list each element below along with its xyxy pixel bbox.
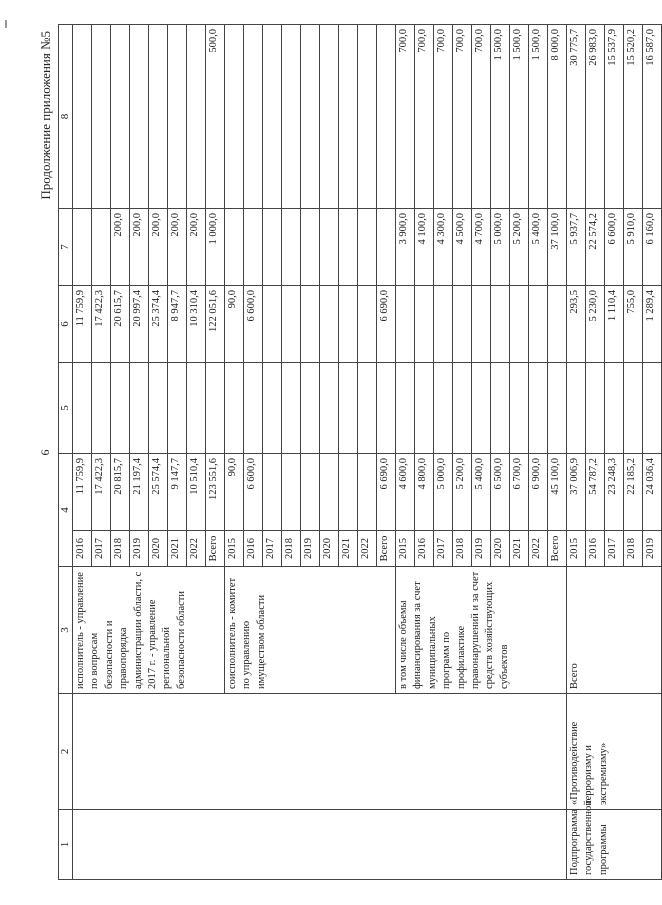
col8-cell: 26 983,0 bbox=[586, 25, 605, 209]
year-cell: 2018 bbox=[624, 531, 643, 567]
year-cell: 2022 bbox=[529, 531, 548, 567]
year-cell: 2017 bbox=[92, 531, 111, 567]
col6-cell bbox=[263, 286, 282, 363]
scan-artifact bbox=[5, 20, 7, 28]
total-cell bbox=[320, 454, 339, 531]
continuation-title: Продолжение приложения №5 bbox=[38, 31, 53, 200]
col5-cell bbox=[244, 363, 263, 454]
year-cell: 2016 bbox=[415, 531, 434, 567]
col5-cell bbox=[206, 363, 225, 454]
col6-cell bbox=[491, 286, 510, 363]
col5-cell bbox=[225, 363, 244, 454]
col6-cell bbox=[510, 286, 529, 363]
block-label: Всего bbox=[567, 567, 662, 694]
total-cell bbox=[301, 454, 320, 531]
col7-cell: 5 400,0 bbox=[529, 209, 548, 286]
total-cell: 5 000,0 bbox=[434, 454, 453, 531]
total-cell: 5 200,0 bbox=[453, 454, 472, 531]
col6-cell: 20 997,4 bbox=[130, 286, 149, 363]
col7-cell: 6 160,0 bbox=[643, 209, 662, 286]
col8-cell: 700,0 bbox=[415, 25, 434, 209]
col7-cell: 4 300,0 bbox=[434, 209, 453, 286]
col5-cell bbox=[548, 363, 567, 454]
total-cell: 17 422,3 bbox=[92, 454, 111, 531]
col6-cell: 90,0 bbox=[225, 286, 244, 363]
total-cell: 6 900,0 bbox=[529, 454, 548, 531]
col7-cell bbox=[358, 209, 377, 286]
total-cell: 5 400,0 bbox=[472, 454, 491, 531]
year-cell: 2016 bbox=[244, 531, 263, 567]
total-cell: 6 500,0 bbox=[491, 454, 510, 531]
col6-cell bbox=[339, 286, 358, 363]
col8-cell bbox=[111, 25, 130, 209]
col7-cell: 4 100,0 bbox=[415, 209, 434, 286]
col7-cell bbox=[320, 209, 339, 286]
total-cell bbox=[263, 454, 282, 531]
total-cell: 9 147,7 bbox=[168, 454, 187, 531]
col8-cell bbox=[187, 25, 206, 209]
col7-cell: 200,0 bbox=[149, 209, 168, 286]
column-number: 6 bbox=[59, 286, 73, 363]
col8-cell bbox=[358, 25, 377, 209]
col6-cell bbox=[548, 286, 567, 363]
col5-cell bbox=[453, 363, 472, 454]
col7-cell bbox=[339, 209, 358, 286]
col5-cell bbox=[263, 363, 282, 454]
year-cell: Всего bbox=[548, 531, 567, 567]
col8-cell: 700,0 bbox=[472, 25, 491, 209]
year-cell: 2016 bbox=[73, 531, 92, 567]
total-cell: 6 700,0 bbox=[510, 454, 529, 531]
col8-cell: 1 500,0 bbox=[491, 25, 510, 209]
col6-cell: 11 759,9 bbox=[73, 286, 92, 363]
total-cell: 6 600,0 bbox=[244, 454, 263, 531]
year-cell: Всего bbox=[206, 531, 225, 567]
year-cell: 2021 bbox=[510, 531, 529, 567]
col8-cell bbox=[377, 25, 396, 209]
col6-cell: 6 600,0 bbox=[244, 286, 263, 363]
col7-cell bbox=[282, 209, 301, 286]
block-label: в том числе объемы финансирования за счет муниципальных программ по профилактике правонарушений и за счет средств хозяйствующих субъектов bbox=[396, 567, 567, 694]
col5-cell bbox=[624, 363, 643, 454]
col6-cell: 122 051,6 bbox=[206, 286, 225, 363]
col7-cell: 5 937,7 bbox=[567, 209, 586, 286]
col5-cell bbox=[168, 363, 187, 454]
col7-cell: 37 100,0 bbox=[548, 209, 567, 286]
col7-cell: 22 574,2 bbox=[586, 209, 605, 286]
col5-cell bbox=[358, 363, 377, 454]
col5-cell bbox=[187, 363, 206, 454]
col6-cell bbox=[301, 286, 320, 363]
column-number-row bbox=[59, 25, 73, 880]
year-cell: 2017 bbox=[434, 531, 453, 567]
col8-cell bbox=[130, 25, 149, 209]
total-cell: 21 197,4 bbox=[130, 454, 149, 531]
total-cell bbox=[358, 454, 377, 531]
col7-cell: 200,0 bbox=[168, 209, 187, 286]
col8-cell bbox=[263, 25, 282, 209]
col6-cell bbox=[529, 286, 548, 363]
col5-cell bbox=[567, 363, 586, 454]
col5-cell bbox=[529, 363, 548, 454]
year-cell: 2021 bbox=[339, 531, 358, 567]
year-cell: 2015 bbox=[567, 531, 586, 567]
total-cell: 4 800,0 bbox=[415, 454, 434, 531]
year-cell: 2015 bbox=[396, 531, 415, 567]
col6-cell: 1 289,4 bbox=[643, 286, 662, 363]
col1-cell bbox=[73, 810, 567, 880]
total-cell bbox=[282, 454, 301, 531]
year-cell: 2017 bbox=[263, 531, 282, 567]
block-label: соисполнитель - комитет по управлению имуществом области bbox=[225, 567, 396, 694]
col5-cell bbox=[73, 363, 92, 454]
col6-cell: 25 374,4 bbox=[149, 286, 168, 363]
col6-cell bbox=[282, 286, 301, 363]
column-number: 4 bbox=[59, 454, 73, 567]
column-number: 7 bbox=[59, 209, 73, 286]
col7-cell: 200,0 bbox=[111, 209, 130, 286]
year-cell: 2019 bbox=[130, 531, 149, 567]
subprogram-type: Подпрограмма государственной программы bbox=[567, 810, 662, 880]
col8-cell bbox=[320, 25, 339, 209]
col6-cell bbox=[434, 286, 453, 363]
col6-cell bbox=[320, 286, 339, 363]
col8-cell bbox=[301, 25, 320, 209]
col8-cell: 500,0 bbox=[206, 25, 225, 209]
col7-cell bbox=[92, 209, 111, 286]
col7-cell bbox=[244, 209, 263, 286]
table-row bbox=[567, 25, 586, 880]
total-cell: 54 787,2 bbox=[586, 454, 605, 531]
col8-cell: 1 500,0 bbox=[510, 25, 529, 209]
budget-table bbox=[58, 24, 662, 880]
column-number: 5 bbox=[59, 363, 73, 454]
col7-cell: 200,0 bbox=[187, 209, 206, 286]
col5-cell bbox=[111, 363, 130, 454]
col5-cell bbox=[320, 363, 339, 454]
block-label: исполнитель - управление по вопросам безопасности и правопорядка администрации области, с 2017 г. - управление региональной безопасности области bbox=[73, 567, 225, 694]
total-cell: 20 815,7 bbox=[111, 454, 130, 531]
col5-cell bbox=[149, 363, 168, 454]
year-cell: 2022 bbox=[187, 531, 206, 567]
col6-cell: 20 615,7 bbox=[111, 286, 130, 363]
col8-cell: 16 587,0 bbox=[643, 25, 662, 209]
year-cell: 2015 bbox=[225, 531, 244, 567]
total-cell: 23 248,3 bbox=[605, 454, 624, 531]
col5-cell bbox=[586, 363, 605, 454]
col7-cell: 4 700,0 bbox=[472, 209, 491, 286]
col5-cell bbox=[472, 363, 491, 454]
total-cell: 4 600,0 bbox=[396, 454, 415, 531]
col7-cell: 5 000,0 bbox=[491, 209, 510, 286]
total-cell: 24 036,4 bbox=[643, 454, 662, 531]
col7-cell: 6 600,0 bbox=[605, 209, 624, 286]
col5-cell bbox=[339, 363, 358, 454]
col7-cell: 3 900,0 bbox=[396, 209, 415, 286]
col8-cell: 8 000,0 bbox=[548, 25, 567, 209]
year-cell: 2019 bbox=[301, 531, 320, 567]
col5-cell bbox=[130, 363, 149, 454]
col5-cell bbox=[282, 363, 301, 454]
col5-cell bbox=[396, 363, 415, 454]
col8-cell: 700,0 bbox=[453, 25, 472, 209]
col8-cell bbox=[168, 25, 187, 209]
year-cell: 2019 bbox=[472, 531, 491, 567]
total-cell: 6 690,0 bbox=[377, 454, 396, 531]
col8-cell: 700,0 bbox=[434, 25, 453, 209]
col8-cell bbox=[225, 25, 244, 209]
col2-cell bbox=[73, 694, 567, 810]
col8-cell bbox=[73, 25, 92, 209]
col7-cell bbox=[377, 209, 396, 286]
total-cell: 37 006,9 bbox=[567, 454, 586, 531]
col5-cell bbox=[434, 363, 453, 454]
col6-cell: 10 310,4 bbox=[187, 286, 206, 363]
col5-cell bbox=[301, 363, 320, 454]
column-number: 2 bbox=[59, 694, 73, 810]
total-cell: 22 185,2 bbox=[624, 454, 643, 531]
col8-cell: 15 520,2 bbox=[624, 25, 643, 209]
col5-cell bbox=[491, 363, 510, 454]
col5-cell bbox=[92, 363, 111, 454]
year-cell: Всего bbox=[377, 531, 396, 567]
year-cell: 2017 bbox=[605, 531, 624, 567]
column-number: 8 bbox=[59, 25, 73, 209]
col5-cell bbox=[643, 363, 662, 454]
col6-cell: 1 110,4 bbox=[605, 286, 624, 363]
col7-cell bbox=[225, 209, 244, 286]
col6-cell bbox=[358, 286, 377, 363]
col5-cell bbox=[377, 363, 396, 454]
total-cell: 10 510,4 bbox=[187, 454, 206, 531]
year-cell: 2016 bbox=[586, 531, 605, 567]
year-cell: 2018 bbox=[453, 531, 472, 567]
budget-table-body bbox=[59, 25, 662, 880]
col7-cell bbox=[73, 209, 92, 286]
col7-cell bbox=[263, 209, 282, 286]
total-cell: 45 100,0 bbox=[548, 454, 567, 531]
col6-cell: 755,0 bbox=[624, 286, 643, 363]
col7-cell: 4 500,0 bbox=[453, 209, 472, 286]
col6-cell: 6 690,0 bbox=[377, 286, 396, 363]
col7-cell: 200,0 bbox=[130, 209, 149, 286]
year-cell: 2018 bbox=[111, 531, 130, 567]
col8-cell: 700,0 bbox=[396, 25, 415, 209]
col8-cell bbox=[149, 25, 168, 209]
page-number: 6 bbox=[38, 449, 52, 456]
col6-cell bbox=[453, 286, 472, 363]
col6-cell: 17 422,3 bbox=[92, 286, 111, 363]
col8-cell: 15 537,9 bbox=[605, 25, 624, 209]
total-cell: 25 574,4 bbox=[149, 454, 168, 531]
total-cell: 90,0 bbox=[225, 454, 244, 531]
total-cell bbox=[339, 454, 358, 531]
col8-cell bbox=[244, 25, 263, 209]
col8-cell: 1 500,0 bbox=[529, 25, 548, 209]
col7-cell: 1 000,0 bbox=[206, 209, 225, 286]
col7-cell: 5 200,0 bbox=[510, 209, 529, 286]
col5-cell bbox=[605, 363, 624, 454]
col8-cell: 30 775,7 bbox=[567, 25, 586, 209]
col6-cell bbox=[415, 286, 434, 363]
col7-cell: 5 910,0 bbox=[624, 209, 643, 286]
total-cell: 123 551,6 bbox=[206, 454, 225, 531]
subprogram-name: «Противодействие терроризму и экстремизму» bbox=[567, 694, 662, 810]
col6-cell: 5 230,0 bbox=[586, 286, 605, 363]
year-cell: 2020 bbox=[149, 531, 168, 567]
year-cell: 2020 bbox=[491, 531, 510, 567]
total-cell: 11 759,9 bbox=[73, 454, 92, 531]
col8-cell bbox=[92, 25, 111, 209]
col8-cell bbox=[282, 25, 301, 209]
col6-cell: 293,5 bbox=[567, 286, 586, 363]
column-number: 1 bbox=[59, 810, 73, 880]
col5-cell bbox=[510, 363, 529, 454]
col7-cell bbox=[301, 209, 320, 286]
col8-cell bbox=[339, 25, 358, 209]
year-cell: 2019 bbox=[643, 531, 662, 567]
col6-cell: 8 947,7 bbox=[168, 286, 187, 363]
year-cell: 2018 bbox=[282, 531, 301, 567]
year-cell: 2020 bbox=[320, 531, 339, 567]
year-cell: 2022 bbox=[358, 531, 377, 567]
col6-cell bbox=[472, 286, 491, 363]
col6-cell bbox=[396, 286, 415, 363]
table-row bbox=[73, 25, 92, 880]
rotated-content bbox=[32, 25, 656, 880]
column-number: 3 bbox=[59, 567, 73, 694]
year-cell: 2021 bbox=[168, 531, 187, 567]
col5-cell bbox=[415, 363, 434, 454]
